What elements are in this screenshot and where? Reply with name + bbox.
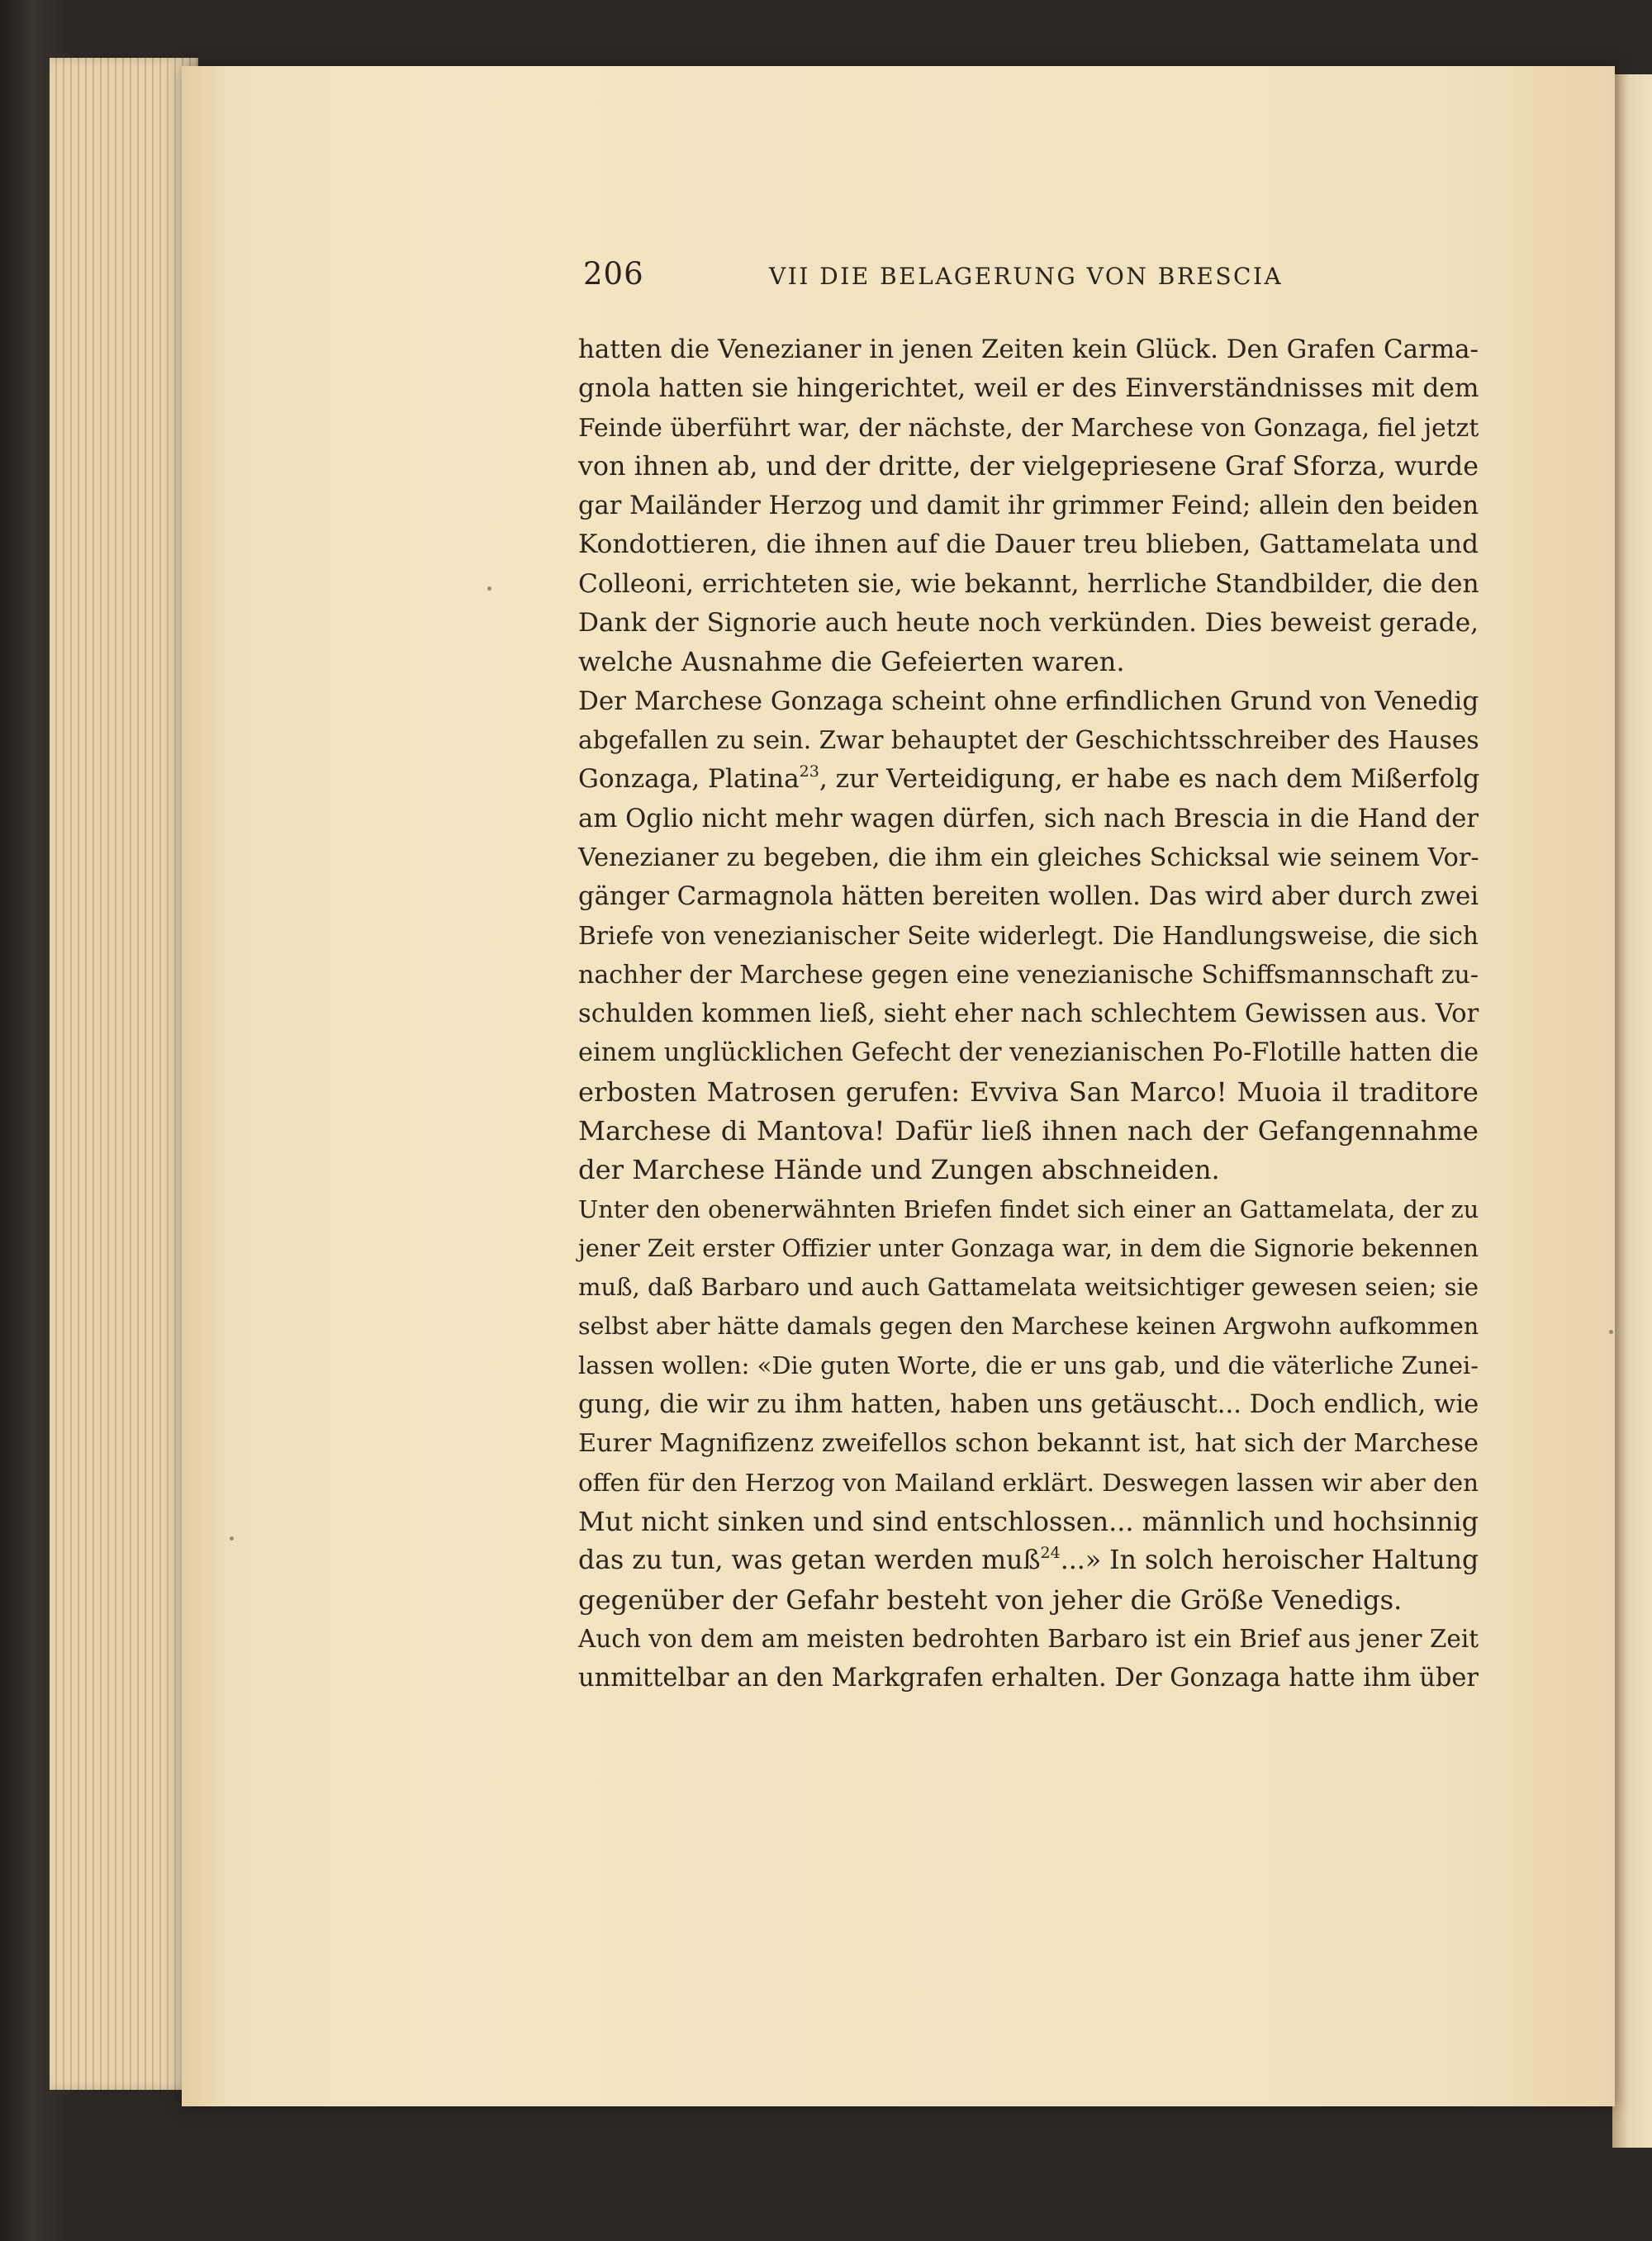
running-title: VII DIE BELAGERUNG VON BRESCIA bbox=[769, 263, 1284, 290]
text-line: erbosten Matrosen gerufen: Evviva San Marco! Muoia il traditore bbox=[578, 1075, 1479, 1108]
text-line: gar Mailänder Herzog und damit ihr grimmer Feind; allein den beiden bbox=[578, 491, 1479, 521]
body-text bbox=[578, 330, 1479, 1697]
paper-speck bbox=[487, 586, 491, 591]
paper-speck bbox=[230, 1536, 234, 1541]
text-line bbox=[578, 760, 1479, 799]
text-line: am Oglio nicht mehr wagen dürfen, sich nach Brescia in die Hand der bbox=[578, 804, 1479, 833]
text-line: von ihnen ab, und der dritte, der vielgepriesene Graf Sforza, wurde bbox=[578, 451, 1479, 482]
running-header bbox=[583, 256, 1492, 297]
text-line: offen für den Herzog von Mailand erklärt. Deswegen lassen wir aber den bbox=[578, 1468, 1479, 1497]
text-line: Dank der Signorie auch heute noch verkünden. Dies beweist gerade, bbox=[578, 608, 1479, 639]
text-segment: ...» In solch heroischer Haltung bbox=[1060, 1545, 1479, 1576]
text-line: Der Marchese Gonzaga scheint ohne erfindlichen Grund von Venedig bbox=[578, 686, 1479, 716]
text-line: Eurer Magnifizenz zweifellos schon bekannt ist, hat sich der Marchese bbox=[578, 1429, 1479, 1459]
text-line: schulden kommen ließ, sieht eher nach schlechtem Gewissen aus. Vor bbox=[578, 999, 1479, 1029]
text-line: Feinde überführt war, der nächste, der Marchese von Gonzaga, fiel jetzt bbox=[578, 413, 1479, 443]
text-line: gung, die wir zu ihm hatten, haben uns getäuscht... Doch endlich, wie bbox=[578, 1390, 1479, 1420]
book-page-edges bbox=[50, 58, 198, 2090]
text-line: welche Ausnahme die Gefeierten waren. bbox=[578, 646, 1125, 678]
footnote-marker: 23 bbox=[799, 762, 819, 781]
text-line: gegenüber der Gefahr besteht von jeher die Größe Venedigs. bbox=[578, 1583, 1403, 1616]
text-line: abgefallen zu sein. Zwar behauptet der Geschichtsschreiber des Hauses bbox=[578, 725, 1479, 755]
text-line: der Marchese Hände und Zungen abschneiden. bbox=[578, 1154, 1220, 1186]
text-line: selbst aber hätte damals gegen den Marchese keinen Argwohn aufkommen bbox=[578, 1313, 1479, 1341]
text-segment: das zu tun, was getan werden muß bbox=[578, 1545, 1041, 1576]
text-line: Auch von dem am meisten bedrohten Barbaro ist ein Brief aus jener Zeit bbox=[578, 1624, 1479, 1653]
text-line: Unter den obenerwähnten Briefen findet sich einer an Gattamelata, der zu bbox=[578, 1194, 1479, 1223]
text-line: gänger Carmagnola hätten bereiten wollen. Das wird aber durch zwei bbox=[578, 882, 1479, 912]
text-line: Kondottieren, die ihnen auf die Dauer treu blieben, Gattamelata und bbox=[578, 529, 1479, 560]
footnote-marker: 24 bbox=[1040, 1544, 1061, 1563]
text-line: hatten die Venezianer in jenen Zeiten kein Glück. Den Grafen Carma- bbox=[578, 335, 1479, 364]
text-line: lassen wollen: «Die guten Worte, die er uns gab, und die väterliche Zunei- bbox=[578, 1351, 1479, 1379]
text-line: Marchese di Mantova! Dafür ließ ihnen nach der Gefangennahme bbox=[578, 1114, 1479, 1147]
facing-page-edge bbox=[1612, 74, 1652, 2148]
text-line: Mut nicht sinken und sind entschlossen... männlich und hochsinnig bbox=[578, 1505, 1479, 1537]
text-line: Venezianer zu begeben, die ihm ein gleiches Schicksal wie seinem Vor- bbox=[578, 843, 1479, 872]
text-segment: , zur Verteidigung, er habe es nach dem Mißerfolg bbox=[819, 764, 1480, 795]
text-line: Briefe von venezianischer Seite widerlegt. Die Handlungsweise, die sich bbox=[578, 921, 1479, 951]
text-line bbox=[578, 1541, 1479, 1580]
text-line: muß, daß Barbaro und auch Gattamelata weitsichtiger gewesen seien; sie bbox=[578, 1273, 1479, 1302]
page-number: 206 bbox=[583, 256, 644, 292]
text-line: gnola hatten sie hingerichtet, weil er des Einverständnisses mit dem bbox=[578, 373, 1479, 404]
text-line: einem unglücklichen Gefecht der venezianischen Po-Flotille hatten die bbox=[578, 1038, 1479, 1068]
text-line: nachher der Marchese gegen eine venezianische Schiffsmannschaft zu- bbox=[578, 960, 1479, 990]
text-line: unmittelbar an den Markgrafen erhalten. Der Gonzaga hatte ihm über bbox=[578, 1664, 1479, 1693]
text-line: jener Zeit erster Offizier unter Gonzaga war, in dem die Signorie bekennen bbox=[578, 1233, 1479, 1262]
text-segment: Gonzaga, Platina bbox=[578, 764, 800, 795]
text-line: Colleoni, errichteten sie, wie bekannt, herrliche Standbilder, die den bbox=[578, 568, 1479, 599]
paper-speck bbox=[1609, 1330, 1613, 1334]
